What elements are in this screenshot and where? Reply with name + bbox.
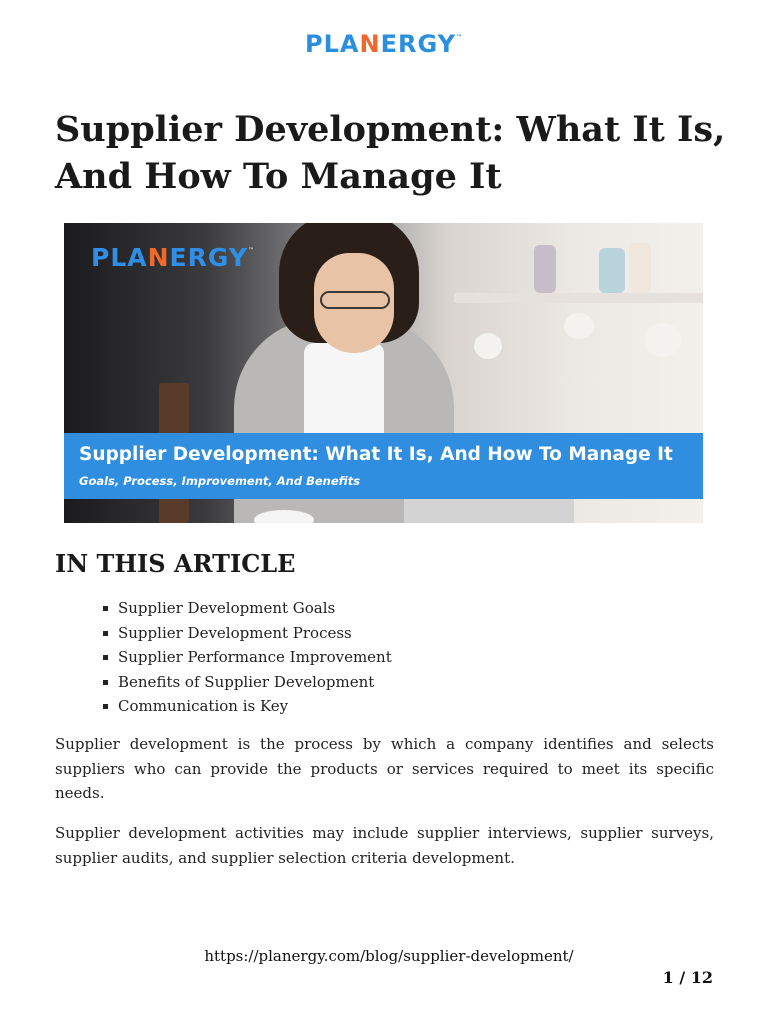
hero-shelf xyxy=(454,293,703,303)
hero-vase xyxy=(534,245,556,293)
hero-vase xyxy=(599,248,625,293)
planergy-logo xyxy=(0,30,768,58)
toc-list xyxy=(103,596,392,719)
toc-item[interactable]: Supplier Development Process xyxy=(103,621,392,646)
hero-banner-title: Supplier Development: What It Is, And How To Manage It xyxy=(79,444,673,465)
hero-banner xyxy=(64,433,703,499)
hero-logo-accent: N xyxy=(147,243,170,272)
toc-item[interactable]: Communication is Key xyxy=(103,694,392,719)
page-number: 1 / 12 xyxy=(662,968,713,987)
footer-url[interactable]: https://planergy.com/blog/supplier-development/ xyxy=(204,947,574,965)
hero-logo-start: PLA xyxy=(91,243,148,272)
hero-flower xyxy=(474,333,502,359)
article-title: Supplier Development: What It Is, And How To Manage It xyxy=(55,109,726,197)
hero-flower xyxy=(564,313,594,339)
hero-logo-trademark: ™ xyxy=(247,247,255,254)
logo-text-accent: N xyxy=(359,30,381,58)
logo-text-start: PLA xyxy=(305,30,360,58)
paragraph-intro: Supplier development is the process by which a company identifies and selects suppliers who can provide the products or services required to meet its specific needs. xyxy=(55,735,714,802)
logo-text-end: ERGY xyxy=(380,30,456,58)
toc-heading: IN THIS ARTICLE xyxy=(55,549,296,578)
paragraph-activities: Supplier development activities may include supplier interviews, supplier surveys, supplier audits, and supplier selection criteria development. xyxy=(55,824,714,867)
hero-banner-subtitle: Goals, Process, Improvement, And Benefits xyxy=(79,474,361,488)
hero-logo xyxy=(91,243,255,272)
hero-glasses xyxy=(320,291,390,309)
logo-trademark: ™ xyxy=(456,34,463,41)
toc-item[interactable]: Supplier Development Goals xyxy=(103,596,392,621)
hero-image xyxy=(64,223,703,523)
hero-vase xyxy=(629,243,651,293)
toc-item[interactable]: Supplier Performance Improvement xyxy=(103,645,392,670)
hero-logo-end: ERGY xyxy=(169,243,248,272)
hero-flower xyxy=(644,323,682,357)
hero-cup xyxy=(254,510,314,523)
toc-item[interactable]: Benefits of Supplier Development xyxy=(103,670,392,695)
